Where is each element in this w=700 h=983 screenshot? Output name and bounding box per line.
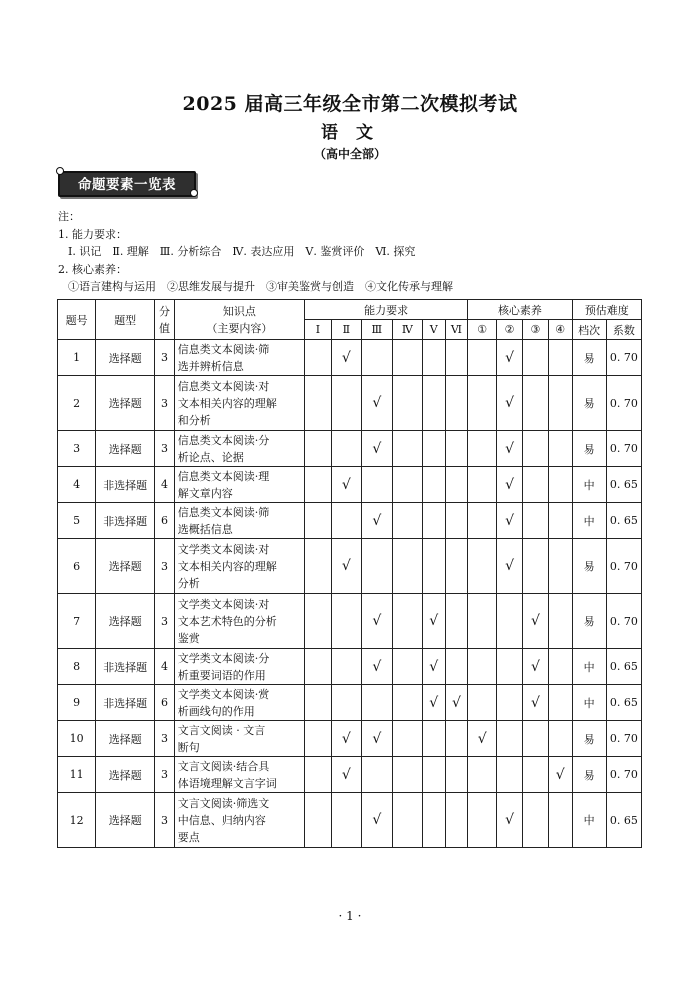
- cell-literacy-3: [523, 721, 549, 757]
- cell-coef: 0. 65: [606, 503, 641, 539]
- cell-ability-5: [422, 340, 445, 376]
- section-banner: [58, 167, 196, 197]
- cell-ability-3: √: [361, 721, 392, 757]
- literacy-items: ①语言建构与运用 ②思维发展与提升 ③审美鉴赏与创造 ④文化传承与理解: [68, 280, 453, 294]
- cell-ability-4: [392, 539, 422, 594]
- cell-ability-4: [392, 721, 422, 757]
- cell-ability-5: [422, 467, 445, 503]
- cell-knowledge: 信息类文本阅读·理 解文章内容: [174, 467, 304, 503]
- cell-type: 选择题: [96, 376, 155, 431]
- cell-ability-4: [392, 340, 422, 376]
- notes-prefix: 注：: [58, 210, 80, 223]
- cell-ability-1: [305, 649, 332, 685]
- cell-ability-1: [305, 467, 332, 503]
- cell-literacy-3: [523, 503, 549, 539]
- scope-label: （高中全部）: [313, 147, 386, 161]
- cell-level: 易: [572, 539, 606, 594]
- cell-level: 易: [572, 340, 606, 376]
- cell-score: 3: [155, 539, 175, 594]
- cell-score: 3: [155, 431, 175, 467]
- cell-literacy-2: √: [497, 431, 523, 467]
- cell-ability-2: √: [331, 340, 361, 376]
- table-row: [58, 376, 642, 431]
- cell-level: 易: [572, 594, 606, 649]
- cell-literacy-3: √: [523, 649, 549, 685]
- cell-coef: 0. 65: [606, 793, 641, 848]
- cell-ability-5: [422, 793, 445, 848]
- cell-type: 选择题: [96, 539, 155, 594]
- cell-num: 11: [58, 757, 96, 793]
- cell-literacy-1: [468, 340, 497, 376]
- cell-ability-4: [392, 793, 422, 848]
- cell-num: 4: [58, 467, 96, 503]
- cell-ability-5: [422, 376, 445, 431]
- cell-ability-6: √: [445, 685, 468, 721]
- cell-coef: 0. 70: [606, 757, 641, 793]
- cell-ability-2: [331, 503, 361, 539]
- header-ability-col: Ⅱ: [331, 320, 361, 340]
- cell-type: 非选择题: [96, 503, 155, 539]
- cell-literacy-3: [523, 539, 549, 594]
- cell-knowledge: 文言文阅读·结合具 体语境理解文言字词: [174, 757, 304, 793]
- cell-literacy-2: √: [497, 793, 523, 848]
- cell-ability-6: [445, 793, 468, 848]
- cell-ability-6: [445, 376, 468, 431]
- cell-type: 选择题: [96, 340, 155, 376]
- cell-level: 中: [572, 649, 606, 685]
- cell-literacy-1: [468, 539, 497, 594]
- cell-literacy-4: [548, 685, 572, 721]
- cell-ability-6: [445, 649, 468, 685]
- cell-score: 4: [155, 467, 175, 503]
- cell-num: 5: [58, 503, 96, 539]
- cell-score: 6: [155, 503, 175, 539]
- cell-knowledge: 信息类文本阅读·对 文本相关内容的理解 和分析: [174, 376, 304, 431]
- cell-literacy-2: [497, 685, 523, 721]
- cell-ability-3: √: [361, 594, 392, 649]
- cell-knowledge: 信息类文本阅读·分 析论点、论据: [174, 431, 304, 467]
- cell-ability-3: √: [361, 503, 392, 539]
- cell-ability-6: [445, 503, 468, 539]
- cell-literacy-2: √: [497, 340, 523, 376]
- cell-ability-6: [445, 431, 468, 467]
- cell-literacy-3: [523, 467, 549, 503]
- cell-score: 3: [155, 594, 175, 649]
- cell-literacy-1: [468, 757, 497, 793]
- table-row: [58, 793, 642, 848]
- cell-num: 6: [58, 539, 96, 594]
- cell-ability-6: [445, 467, 468, 503]
- cell-type: 非选择题: [96, 685, 155, 721]
- cell-type: 选择题: [96, 431, 155, 467]
- header-level: 档次: [572, 320, 606, 340]
- table-row: [58, 340, 642, 376]
- cell-score: 3: [155, 340, 175, 376]
- header-ability: 能力要求: [305, 300, 468, 320]
- header-literacy: 核心素养: [468, 300, 572, 320]
- cell-ability-2: √: [331, 757, 361, 793]
- cell-level: 易: [572, 431, 606, 467]
- cell-ability-1: [305, 431, 332, 467]
- cell-literacy-3: √: [523, 594, 549, 649]
- cell-num: 12: [58, 793, 96, 848]
- table-row: [58, 685, 642, 721]
- cell-level: 中: [572, 793, 606, 848]
- cell-literacy-2: [497, 649, 523, 685]
- table-row: [58, 721, 642, 757]
- cell-ability-2: [331, 594, 361, 649]
- cell-literacy-1: [468, 649, 497, 685]
- cell-ability-4: [392, 594, 422, 649]
- cell-ability-2: [331, 685, 361, 721]
- cell-ability-6: [445, 340, 468, 376]
- header-score: 分 值: [155, 300, 175, 340]
- cell-num: 10: [58, 721, 96, 757]
- cell-literacy-4: √: [548, 757, 572, 793]
- cell-knowledge: 文学类文本阅读·对 文本相关内容的理解 分析: [174, 539, 304, 594]
- cell-num: 7: [58, 594, 96, 649]
- cell-coef: 0. 70: [606, 376, 641, 431]
- header-literacy-col: ③: [523, 320, 549, 340]
- cell-score: 3: [155, 721, 175, 757]
- cell-literacy-1: [468, 793, 497, 848]
- header-ability-col: Ⅰ: [305, 320, 332, 340]
- cell-knowledge: 信息类文本阅读·筛 选概括信息: [174, 503, 304, 539]
- cell-literacy-2: [497, 594, 523, 649]
- cell-ability-5: √: [422, 594, 445, 649]
- cell-score: 3: [155, 376, 175, 431]
- cell-ability-2: [331, 376, 361, 431]
- cell-knowledge: 文学类文本阅读·赏 析画线句的作用: [174, 685, 304, 721]
- cell-level: 易: [572, 721, 606, 757]
- cell-ability-6: [445, 757, 468, 793]
- cell-level: 中: [572, 467, 606, 503]
- cell-level: 中: [572, 685, 606, 721]
- cell-ability-4: [392, 431, 422, 467]
- subject-title: 语 文: [321, 123, 379, 143]
- header-literacy-col: ④: [548, 320, 572, 340]
- cell-ability-3: √: [361, 376, 392, 431]
- cell-ability-4: [392, 467, 422, 503]
- cell-ability-1: [305, 721, 332, 757]
- cell-ability-3: √: [361, 649, 392, 685]
- cell-ability-3: [361, 340, 392, 376]
- cell-literacy-4: [548, 594, 572, 649]
- cell-coef: 0. 70: [606, 594, 641, 649]
- cell-ability-3: [361, 467, 392, 503]
- cell-ability-6: [445, 594, 468, 649]
- cell-ability-3: √: [361, 431, 392, 467]
- table-row: [58, 594, 642, 649]
- cell-num: 2: [58, 376, 96, 431]
- cell-score: 3: [155, 757, 175, 793]
- cell-ability-4: [392, 757, 422, 793]
- cell-ability-3: [361, 539, 392, 594]
- cell-coef: 0. 70: [606, 431, 641, 467]
- cell-type: 非选择题: [96, 467, 155, 503]
- banner-label: 命题要素一览表: [78, 177, 176, 193]
- cell-ability-6: [445, 721, 468, 757]
- cell-literacy-4: [548, 340, 572, 376]
- table-body: [58, 340, 642, 848]
- cell-coef: 0. 70: [606, 340, 641, 376]
- cell-literacy-3: [523, 431, 549, 467]
- cell-ability-1: [305, 757, 332, 793]
- cell-ability-1: [305, 685, 332, 721]
- table-row: [58, 503, 642, 539]
- header-ability-col: Ⅵ: [445, 320, 468, 340]
- ability-items: Ⅰ. 识记 Ⅱ. 理解 Ⅲ. 分析综合 Ⅳ. 表达应用 Ⅴ. 鉴赏评价 Ⅵ. 探究: [68, 245, 416, 259]
- cell-type: 选择题: [96, 793, 155, 848]
- cell-literacy-3: [523, 757, 549, 793]
- cell-ability-2: [331, 649, 361, 685]
- cell-num: 1: [58, 340, 96, 376]
- literacy-title: 2. 核心素养：: [58, 262, 127, 276]
- header-difficulty: 预估难度: [572, 300, 641, 320]
- cell-score: 6: [155, 685, 175, 721]
- cell-type: 选择题: [96, 594, 155, 649]
- cell-literacy-2: √: [497, 376, 523, 431]
- cell-ability-2: √: [331, 539, 361, 594]
- cell-ability-1: [305, 539, 332, 594]
- cell-literacy-1: [468, 685, 497, 721]
- cell-literacy-3: √: [523, 685, 549, 721]
- cell-literacy-1: [468, 467, 497, 503]
- cell-ability-4: [392, 503, 422, 539]
- header-literacy-col: ②: [497, 320, 523, 340]
- cell-literacy-2: √: [497, 503, 523, 539]
- cell-literacy-4: [548, 376, 572, 431]
- cell-literacy-3: [523, 793, 549, 848]
- cell-ability-5: [422, 539, 445, 594]
- table-row: [58, 539, 642, 594]
- cell-score: 4: [155, 649, 175, 685]
- table-row: [58, 467, 642, 503]
- table-row: [58, 649, 642, 685]
- header-num: 题号: [58, 300, 96, 340]
- cell-literacy-1: [468, 594, 497, 649]
- cell-knowledge: 文学类文本阅读·对 文本艺术特色的分析 鉴赏: [174, 594, 304, 649]
- cell-ability-6: [445, 539, 468, 594]
- cell-num: 3: [58, 431, 96, 467]
- header-literacy-col: ①: [468, 320, 497, 340]
- cell-literacy-2: [497, 721, 523, 757]
- cell-coef: 0. 70: [606, 539, 641, 594]
- cell-coef: 0. 65: [606, 467, 641, 503]
- cell-literacy-4: [548, 467, 572, 503]
- cell-literacy-4: [548, 793, 572, 848]
- cell-ability-4: [392, 649, 422, 685]
- cell-num: 8: [58, 649, 96, 685]
- cell-ability-1: [305, 376, 332, 431]
- cell-type: 选择题: [96, 757, 155, 793]
- cell-ability-5: [422, 757, 445, 793]
- cell-ability-2: √: [331, 721, 361, 757]
- cell-literacy-1: [468, 431, 497, 467]
- cell-ability-2: √: [331, 467, 361, 503]
- table-row: [58, 431, 642, 467]
- cell-literacy-4: [548, 649, 572, 685]
- cell-ability-4: [392, 685, 422, 721]
- table-row: [58, 757, 642, 793]
- cell-ability-1: [305, 793, 332, 848]
- cell-literacy-2: √: [497, 539, 523, 594]
- header-type: 题型: [96, 300, 155, 340]
- cell-ability-5: √: [422, 649, 445, 685]
- header-ability-col: Ⅴ: [422, 320, 445, 340]
- cell-score: 3: [155, 793, 175, 848]
- cell-coef: 0. 70: [606, 721, 641, 757]
- cell-type: 非选择题: [96, 649, 155, 685]
- exam-title: 2025 届高三年级全市第二次模拟考试: [182, 93, 518, 115]
- cell-literacy-4: [548, 539, 572, 594]
- cell-ability-5: [422, 721, 445, 757]
- cell-ability-5: [422, 431, 445, 467]
- ability-title: 1. 能力要求：: [58, 227, 127, 241]
- cell-knowledge: 文言文阅读·筛选文 中信息、归纳内容 要点: [174, 793, 304, 848]
- cell-literacy-3: [523, 340, 549, 376]
- cell-literacy-1: √: [468, 721, 497, 757]
- cell-num: 9: [58, 685, 96, 721]
- cell-ability-4: [392, 376, 422, 431]
- cell-literacy-1: [468, 376, 497, 431]
- cell-literacy-2: √: [497, 467, 523, 503]
- cell-ability-3: [361, 685, 392, 721]
- cell-coef: 0. 65: [606, 649, 641, 685]
- header-ability-col: Ⅲ: [361, 320, 392, 340]
- cell-literacy-2: [497, 757, 523, 793]
- cell-ability-1: [305, 594, 332, 649]
- cell-knowledge: 文言文阅读 · 文言 断句: [174, 721, 304, 757]
- cell-literacy-3: [523, 376, 549, 431]
- cell-ability-3: [361, 757, 392, 793]
- cell-literacy-4: [548, 503, 572, 539]
- cell-ability-3: √: [361, 793, 392, 848]
- cell-knowledge: 信息类文本阅读·筛 选并辨析信息: [174, 340, 304, 376]
- cell-ability-1: [305, 340, 332, 376]
- cell-level: 易: [572, 757, 606, 793]
- cell-coef: 0. 65: [606, 685, 641, 721]
- cell-literacy-4: [548, 721, 572, 757]
- requirements-table: [57, 299, 642, 848]
- header-ability-col: Ⅳ: [392, 320, 422, 340]
- cell-ability-5: [422, 503, 445, 539]
- cell-ability-2: [331, 431, 361, 467]
- page-number: · 1 ·: [338, 909, 362, 923]
- cell-knowledge: 文学类文本阅读·分 析重要词语的作用: [174, 649, 304, 685]
- cell-literacy-4: [548, 431, 572, 467]
- cell-ability-2: [331, 793, 361, 848]
- cell-level: 易: [572, 376, 606, 431]
- cell-literacy-1: [468, 503, 497, 539]
- cell-ability-5: √: [422, 685, 445, 721]
- header-knowledge: 知识点 （主要内容）: [174, 300, 304, 340]
- cell-ability-1: [305, 503, 332, 539]
- notes: [58, 208, 453, 296]
- header-coef: 系数: [606, 320, 641, 340]
- cell-level: 中: [572, 503, 606, 539]
- cell-type: 选择题: [96, 721, 155, 757]
